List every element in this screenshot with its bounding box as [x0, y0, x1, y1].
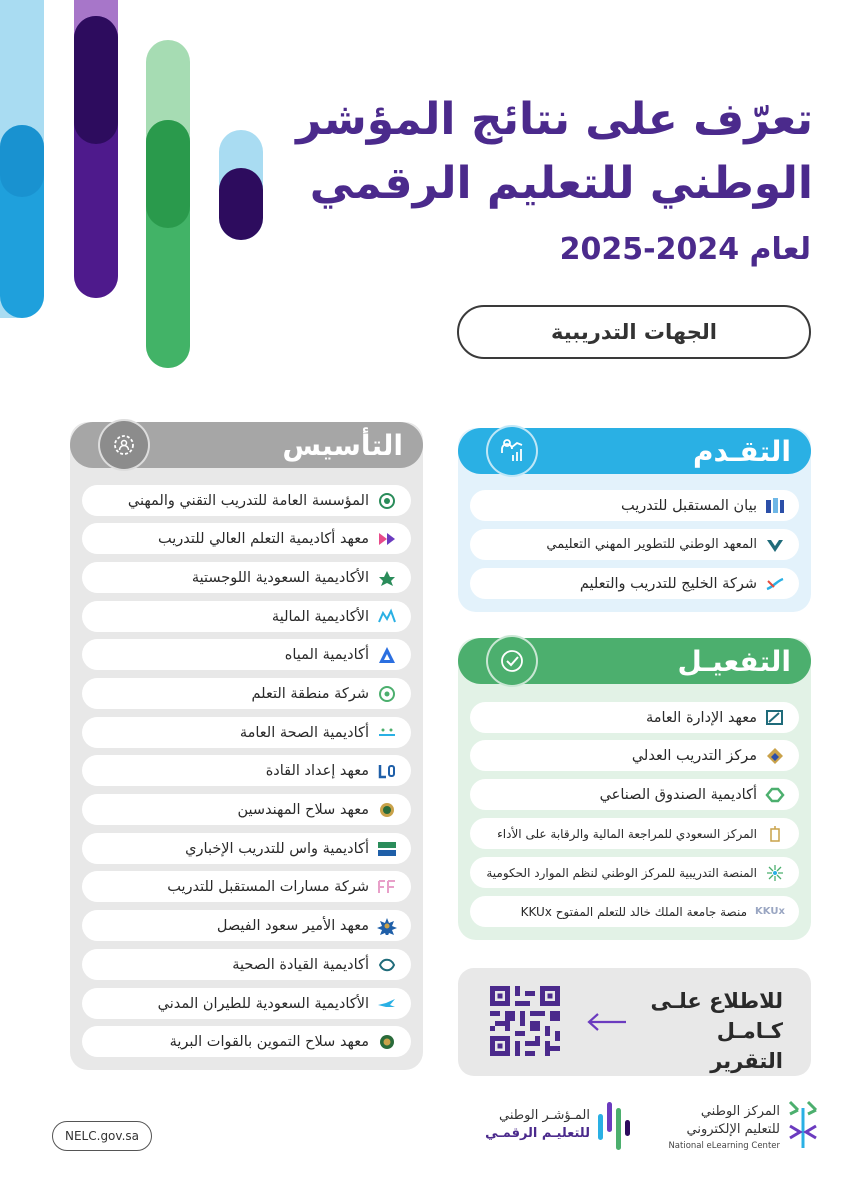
list-item — [470, 740, 799, 771]
website-link[interactable]: NELC.gov.sa — [52, 1121, 152, 1151]
decor-bar — [0, 125, 44, 197]
saud-alfaisal-logo-icon — [377, 916, 397, 936]
nelc-line1: المركز الوطني — [700, 1104, 780, 1119]
future-paths-logo-icon — [377, 877, 397, 897]
kkux-logo-icon: KKUx — [755, 906, 785, 917]
panel-taqaddum — [458, 428, 811, 612]
higher-learning-logo-icon — [377, 529, 397, 549]
list-item — [470, 529, 799, 560]
learning-zone-logo-icon — [377, 684, 397, 704]
ldi-logo-icon — [377, 761, 397, 781]
judicial-logo-icon — [765, 746, 785, 766]
list-item — [470, 779, 799, 810]
index-logo — [478, 1098, 638, 1158]
list-item — [470, 896, 799, 927]
list-item-label: معهد الأمير سعود الفيصل — [216, 917, 369, 934]
page-subtitle: لعام 2024-2025 — [559, 232, 811, 267]
spa-logo-icon — [377, 839, 397, 859]
list-item — [470, 818, 799, 849]
list-item-label: أكاديمية المياه — [284, 646, 369, 663]
list-item — [82, 988, 411, 1019]
bayan-logo-icon — [765, 496, 785, 516]
list-item — [82, 717, 411, 748]
institute-logo-icon — [765, 535, 785, 555]
list-item — [82, 794, 411, 825]
list-item-label: شركة منطقة التعلم — [251, 685, 369, 702]
list-item — [82, 871, 411, 902]
list-item-label: معهد سلاح التموين بالقوات البرية — [169, 1033, 369, 1050]
qr-code[interactable] — [490, 986, 560, 1056]
list-item-label: أكاديمية واس للتدريب الإخباري — [185, 840, 369, 857]
logistics-academy-logo-icon — [377, 568, 397, 588]
list-item-label: معهد إعداد القادة — [265, 762, 369, 779]
list-item-label: أكاديمية الصحة العامة — [239, 724, 369, 741]
list-item-label: المركز السعودي للمراجعة المالية والرقابة على الأداء — [497, 826, 757, 841]
list-item-label: الأكاديمية السعودية للطيران المدني — [157, 995, 369, 1012]
index-logo-line1: المـؤشـر الوطني — [498, 1108, 590, 1123]
list-item — [82, 523, 411, 554]
list-item-label: المنصة التدريبية للمركز الوطني لنظم الموارد الحكومية — [486, 865, 757, 880]
decor-bar — [219, 168, 263, 240]
list-item-label: معهد الإدارة العامة — [645, 709, 757, 726]
civil-aviation-logo-icon — [377, 994, 397, 1014]
government-resources-logo-icon — [765, 863, 785, 883]
list-item-label: بيان المستقبل للتدريب — [620, 497, 757, 514]
list-item — [82, 601, 411, 632]
panel-tafeel-title: التفعيـل — [677, 644, 791, 678]
nelc-line2: للتعليم الإلكتروني — [686, 1122, 780, 1137]
list-item — [82, 562, 411, 593]
list-item — [82, 910, 411, 941]
audit-center-logo-icon — [765, 824, 785, 844]
index-logo-line2: للتعليـم الرقمـي — [485, 1126, 590, 1141]
nelc-en: National eLearning Center — [668, 1141, 780, 1151]
list-item-label: معهد سلاح المهندسين — [237, 801, 369, 818]
weqaya-logo-icon — [377, 723, 397, 743]
list-item — [82, 949, 411, 980]
list-item — [470, 490, 799, 521]
gear-people-icon — [98, 419, 150, 471]
growth-chart-icon — [486, 425, 538, 477]
list-item-label: منصة جامعة الملك خالد للتعلم المفتوح KKUx — [520, 904, 747, 919]
list-item — [82, 485, 411, 516]
list-item-label: شركة الخليج للتدريب والتعليم — [579, 575, 757, 592]
panel-tafeel — [458, 638, 811, 940]
tvtc-logo-icon — [377, 491, 397, 511]
list-item — [470, 702, 799, 733]
panel-taqaddum-title: التقـدم — [693, 434, 791, 468]
page-title: تعرّف على نتائج المؤشر الوطني للتعليم الرقمي — [296, 94, 813, 209]
list-item — [82, 833, 411, 864]
list-item — [82, 639, 411, 670]
water-academy-logo-icon — [377, 645, 397, 665]
list-item — [82, 678, 411, 709]
supply-corps-emblem-icon — [377, 1032, 397, 1052]
arrow-left-icon — [586, 1012, 628, 1032]
list-item — [470, 857, 799, 888]
ipa-logo-icon — [765, 708, 785, 728]
panel-taasees — [70, 422, 423, 1070]
decor-bar — [74, 16, 118, 144]
health-leadership-logo-icon — [377, 955, 397, 975]
report-qr-box — [458, 968, 811, 1076]
engineers-emblem-icon — [377, 800, 397, 820]
gulf-logo-icon — [765, 574, 785, 594]
category-pill: الجهات التدريبية — [457, 305, 811, 359]
list-item-label: الأكاديمية المالية — [271, 608, 369, 625]
list-item-label: المؤسسة العامة للتدريب التقني والمهني — [127, 492, 369, 509]
list-item — [82, 755, 411, 786]
list-item-label: أكاديمية الصندوق الصناعي — [599, 786, 757, 803]
list-item — [82, 1026, 411, 1057]
list-item-label: المعهد الوطني للتطوير المهني التعليمي — [546, 537, 757, 552]
list-item-label: مركز التدريب العدلي — [631, 747, 757, 764]
financial-academy-logo-icon — [377, 607, 397, 627]
index-bars-icon — [596, 1100, 638, 1154]
decor-bar — [146, 120, 190, 228]
list-item-label: شركة مسارات المستقبل للتدريب — [167, 878, 369, 895]
list-item-label: أكاديمية القيادة الصحية — [232, 956, 369, 973]
list-item-label: الأكاديمية السعودية اللوجستية — [191, 569, 369, 586]
report-text: للاطلاع علـى كـامـل التقرير — [650, 989, 783, 1073]
panel-taasees-title: التأسيس — [282, 428, 403, 462]
nelc-emblem-icon — [786, 1098, 820, 1154]
check-circle-icon — [486, 635, 538, 687]
nelc-logo — [660, 1098, 820, 1158]
list-item — [470, 568, 799, 599]
list-item-label: معهد أكاديمية التعلم العالي للتدريب — [158, 530, 369, 547]
sidf-logo-icon — [765, 785, 785, 805]
